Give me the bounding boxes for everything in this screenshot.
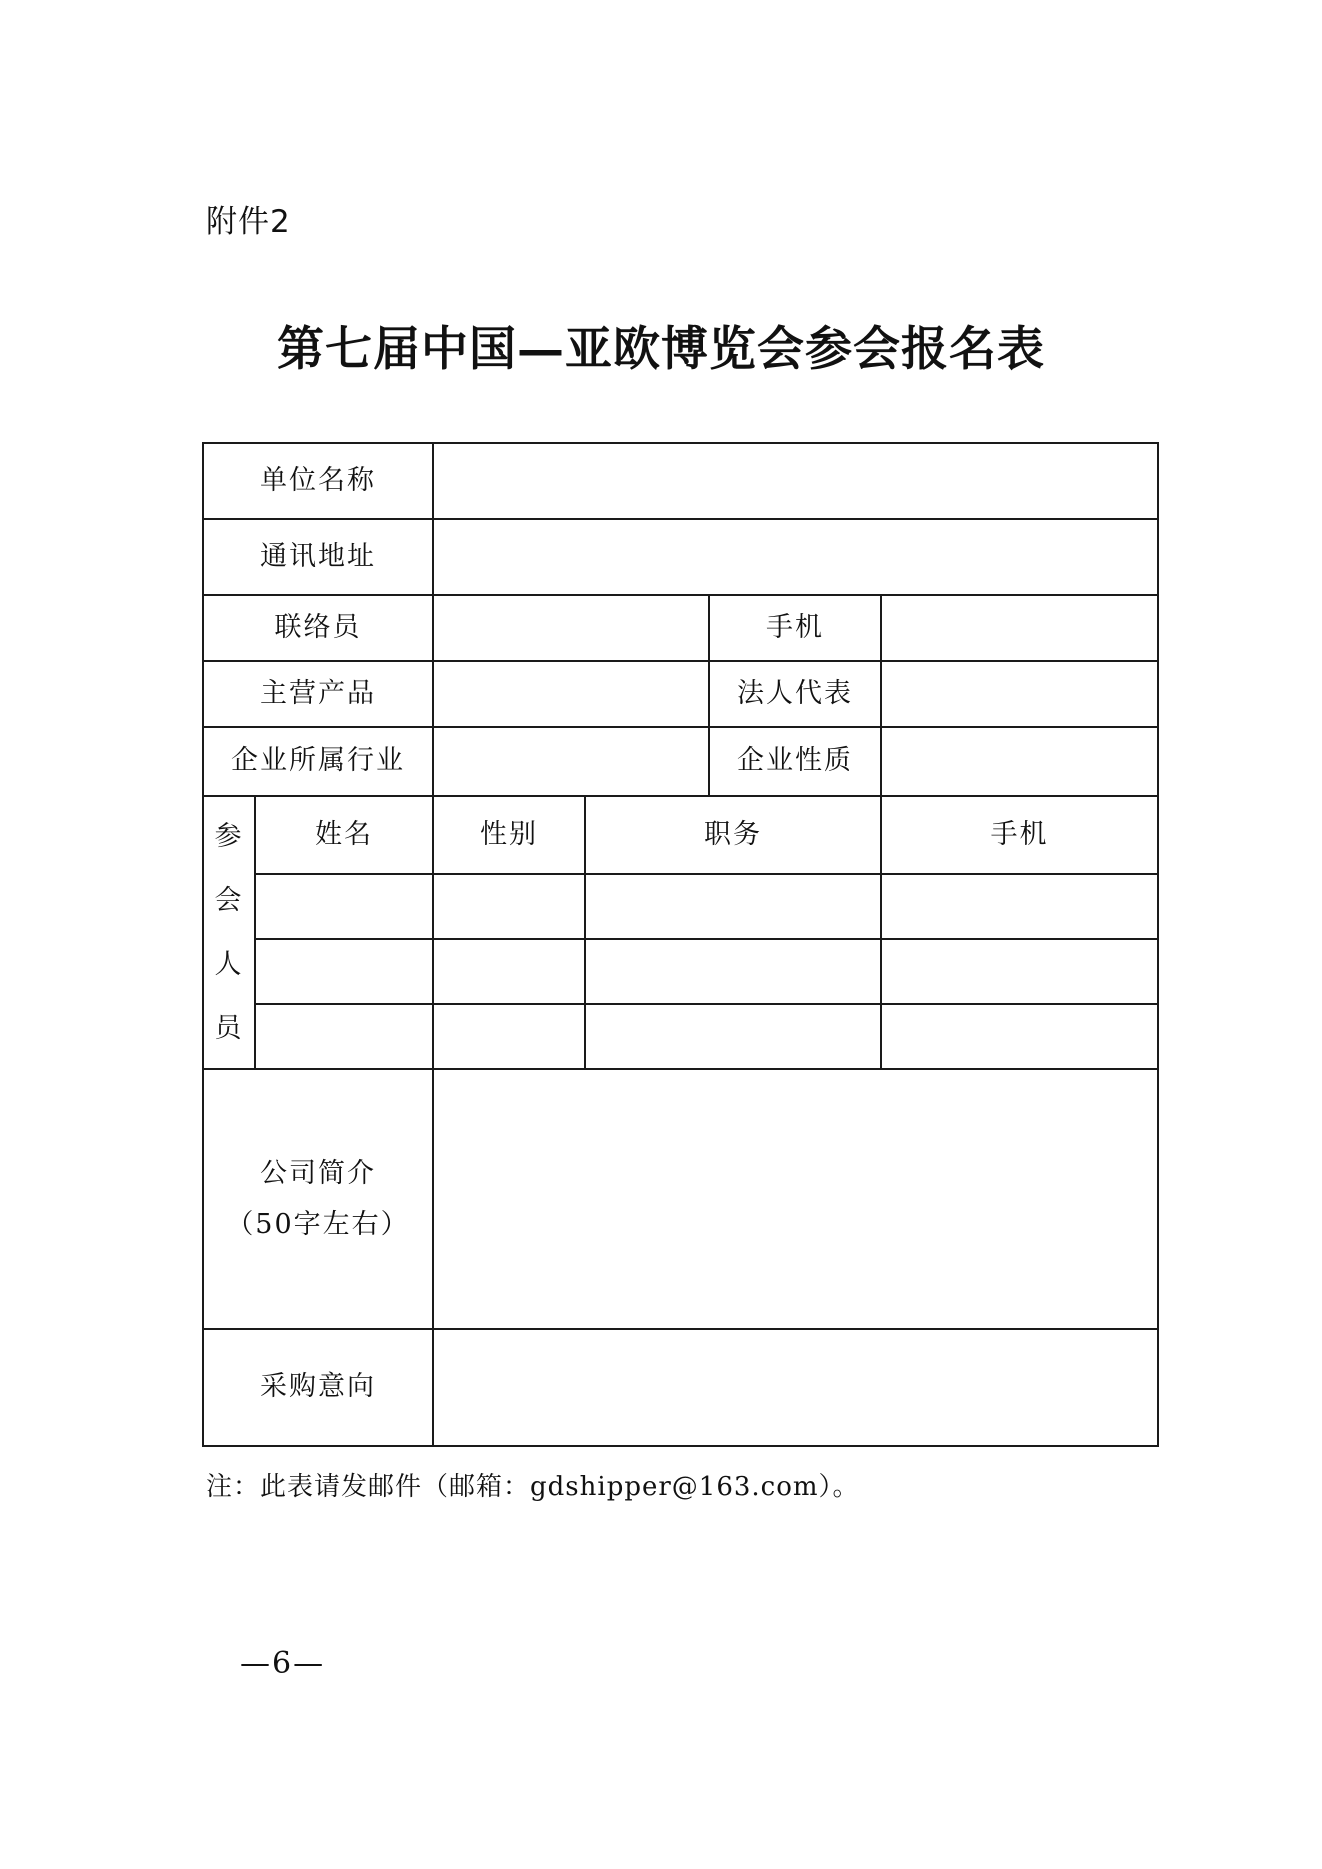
attendees-label-char: 员 xyxy=(214,1012,244,1044)
page-title: 第七届中国—亚欧博览会参会报名表 xyxy=(277,322,1045,377)
company-intro-title: 公司简介 xyxy=(260,1157,376,1189)
footnote: 注：此表请发邮件（邮箱：gdshipper@163.com）。 xyxy=(206,1472,860,1502)
attendee-mobile-field[interactable] xyxy=(881,1004,1158,1069)
attendee-mobile-field[interactable] xyxy=(881,939,1158,1004)
legal-rep-label: 法人代表 xyxy=(709,661,881,727)
company-intro-field[interactable] xyxy=(433,1069,1158,1329)
attendee-gender-field[interactable] xyxy=(433,874,585,939)
attendee-gender-field[interactable] xyxy=(433,939,585,1004)
registration-form-table xyxy=(202,442,1159,1447)
contact-mobile-field[interactable] xyxy=(881,595,1158,661)
contact-label: 联络员 xyxy=(203,595,433,661)
attendee-name-field[interactable] xyxy=(255,939,433,1004)
row-unit-name xyxy=(203,443,1158,519)
company-intro-label xyxy=(203,1069,433,1329)
attendees-label-char: 人 xyxy=(214,948,244,980)
row-products xyxy=(203,661,1158,727)
attendee-position-field[interactable] xyxy=(585,939,881,1004)
address-label: 通讯地址 xyxy=(203,519,433,595)
attendee-column-gender: 性别 xyxy=(433,796,585,874)
row-company-intro xyxy=(203,1069,1158,1329)
main-products-label: 主营产品 xyxy=(203,661,433,727)
attendee-name-field[interactable] xyxy=(255,1004,433,1069)
attendee-row xyxy=(203,874,1158,939)
row-purchase-intent xyxy=(203,1329,1158,1446)
page-number: —6— xyxy=(240,1646,326,1681)
contact-field[interactable] xyxy=(433,595,709,661)
enterprise-nature-field[interactable] xyxy=(881,727,1158,796)
attendee-name-field[interactable] xyxy=(255,874,433,939)
row-address xyxy=(203,519,1158,595)
attendee-mobile-field[interactable] xyxy=(881,874,1158,939)
company-intro-hint: （50字左右） xyxy=(226,1209,410,1240)
attendees-label xyxy=(203,796,255,1069)
attendee-position-field[interactable] xyxy=(585,874,881,939)
attendees-label-char: 会 xyxy=(214,884,244,916)
industry-label: 企业所属行业 xyxy=(203,727,433,796)
attendee-gender-field[interactable] xyxy=(433,1004,585,1069)
attendees-label-char: 参 xyxy=(214,820,244,852)
purchase-intent-label: 采购意向 xyxy=(203,1329,433,1446)
attachment-label: 附件2 xyxy=(206,204,291,240)
main-products-field[interactable] xyxy=(433,661,709,727)
legal-rep-field[interactable] xyxy=(881,661,1158,727)
row-industry xyxy=(203,727,1158,796)
purchase-intent-field[interactable] xyxy=(433,1329,1158,1446)
attendee-column-name: 姓名 xyxy=(255,796,433,874)
attendee-column-position: 职务 xyxy=(585,796,881,874)
unit-name-label: 单位名称 xyxy=(203,443,433,519)
attendee-row xyxy=(203,939,1158,1004)
attendees-header-row xyxy=(203,796,1158,874)
attendee-column-mobile: 手机 xyxy=(881,796,1158,874)
contact-mobile-label: 手机 xyxy=(709,595,881,661)
address-field[interactable] xyxy=(433,519,1158,595)
industry-field[interactable] xyxy=(433,727,709,796)
attendee-row xyxy=(203,1004,1158,1069)
unit-name-field[interactable] xyxy=(433,443,1158,519)
attendee-position-field[interactable] xyxy=(585,1004,881,1069)
enterprise-nature-label: 企业性质 xyxy=(709,727,881,796)
row-contact xyxy=(203,595,1158,661)
